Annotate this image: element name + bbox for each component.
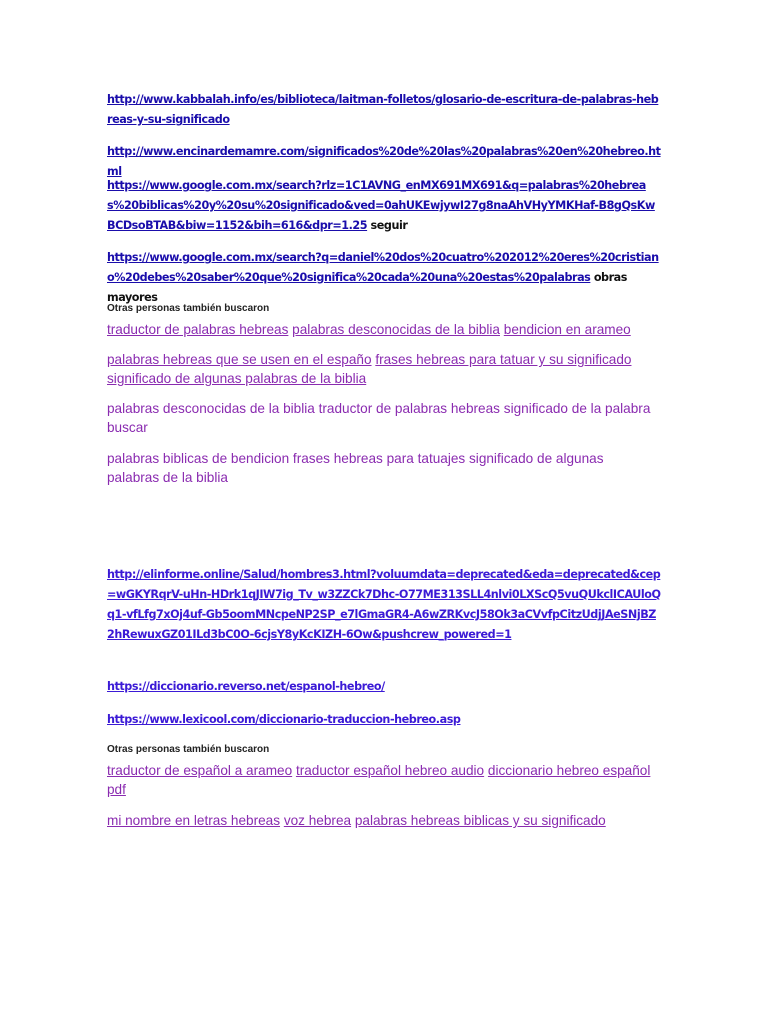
url-paragraph bbox=[107, 677, 663, 697]
related-searches-line bbox=[107, 811, 667, 830]
kabbalah-link[interactable]: http://www.kabbalah.info/es/biblioteca/laitman-folletos/glosario-de-escritura-de-palabras-hebreas-y-su-significado bbox=[107, 93, 659, 126]
reverso-link[interactable]: https://diccionario.reverso.net/espanol-hebreo/ bbox=[107, 680, 385, 693]
related-search-link[interactable]: significado de algunas palabras de la biblia bbox=[107, 451, 604, 485]
related-searches-heading: Otras personas también buscaron bbox=[107, 303, 270, 314]
related-search-link[interactable]: palabras desconocidas de la biblia bbox=[107, 401, 315, 416]
related-search-link[interactable]: voz hebrea bbox=[283, 813, 352, 828]
elinforme-link[interactable]: http://elinforme.online/Salud/hombres3.html?voluumdata=deprecated&eda=deprecated&cep=wGKYRqrV-uHn-HDrk1qJIW7ig_Tv_w3ZZCk7Dhc-O77ME313SLL4nlvi0LXScQ5vuQUkclICAUloQq1-vfLfg7xOj4uf-Gb5oomMNcpeNP2SP_e7lGmaGR4-A6wZRKvcJ58Ok3aCVvfpCitzUdjJAeSNjBZ2hRewuxGZ01ILd3bC0O-6cjsY8yKcKIZH-6Ow&pushcrew_powered=1 bbox=[107, 568, 661, 641]
related-search-link[interactable]: mi nombre en letras hebreas bbox=[107, 813, 281, 828]
related-search-link[interactable]: traductor de palabras hebreas bbox=[318, 401, 500, 416]
related-searches-line bbox=[107, 761, 667, 799]
related-search-link[interactable]: palabras desconocidas de la biblia bbox=[292, 322, 500, 337]
related-search-link[interactable]: bendicion en arameo bbox=[503, 322, 631, 337]
url-paragraph bbox=[107, 565, 661, 645]
related-search-link[interactable]: significado de algunas palabras de la biblia bbox=[107, 371, 367, 386]
related-search-link[interactable]: palabras hebreas que se usen en el españo bbox=[107, 352, 372, 367]
related-searches-heading: Otras personas también buscaron bbox=[107, 744, 270, 755]
related-search-link[interactable]: palabras biblicas de bendicion bbox=[107, 451, 290, 466]
related-search-link[interactable]: traductor de español a arameo bbox=[107, 763, 293, 778]
url-paragraph bbox=[107, 176, 657, 236]
url-paragraph bbox=[107, 710, 663, 730]
link-suffix-text: seguir bbox=[367, 219, 408, 232]
related-search-link[interactable]: palabras hebreas biblicas y su significado bbox=[354, 813, 606, 828]
related-search-link[interactable]: significado de la palabra buscar bbox=[107, 401, 651, 435]
related-search-link[interactable]: frases hebreas para tatuajes bbox=[292, 451, 466, 466]
related-searches-line bbox=[107, 320, 667, 339]
google-search-link[interactable]: https://www.google.com.mx/search?rlz=1C1AVNG_enMX691MX691&q=palabras%20hebreas%20biblicas%20y%20su%20significado&ved=0ahUKEwjywI27g8naAhVHyYMKHaf-B8gQsKwBCDsoBTAB&biw=1152&bih=616&dpr=1.25 bbox=[107, 179, 655, 232]
encinardemamre-link[interactable]: http://www.encinardemamre.com/significados%20de%20las%20palabras%20en%20hebreo.html bbox=[107, 145, 661, 178]
link-suffix-text: obras mayores bbox=[107, 271, 627, 304]
url-paragraph bbox=[107, 90, 663, 130]
url-paragraph bbox=[107, 248, 659, 308]
google-search-link[interactable]: https://www.google.com.mx/search?q=daniel%20dos%20cuatro%202012%20eres%20cristiano%20debes%20saber%20que%20significa%20cada%20una%20estas%20palabras bbox=[107, 251, 659, 284]
related-search-link[interactable]: traductor español hebreo audio bbox=[295, 763, 485, 778]
related-search-link[interactable]: frases hebreas para tatuar y su significado bbox=[375, 352, 632, 367]
related-search-link[interactable]: diccionario hebreo español pdf bbox=[107, 763, 651, 797]
related-searches-line bbox=[107, 449, 627, 487]
related-search-link[interactable]: traductor de palabras hebreas bbox=[107, 322, 289, 337]
related-searches-line bbox=[107, 399, 667, 437]
lexicool-link[interactable]: https://www.lexicool.com/diccionario-traduccion-hebreo.asp bbox=[107, 713, 461, 726]
related-searches-line bbox=[107, 350, 667, 388]
